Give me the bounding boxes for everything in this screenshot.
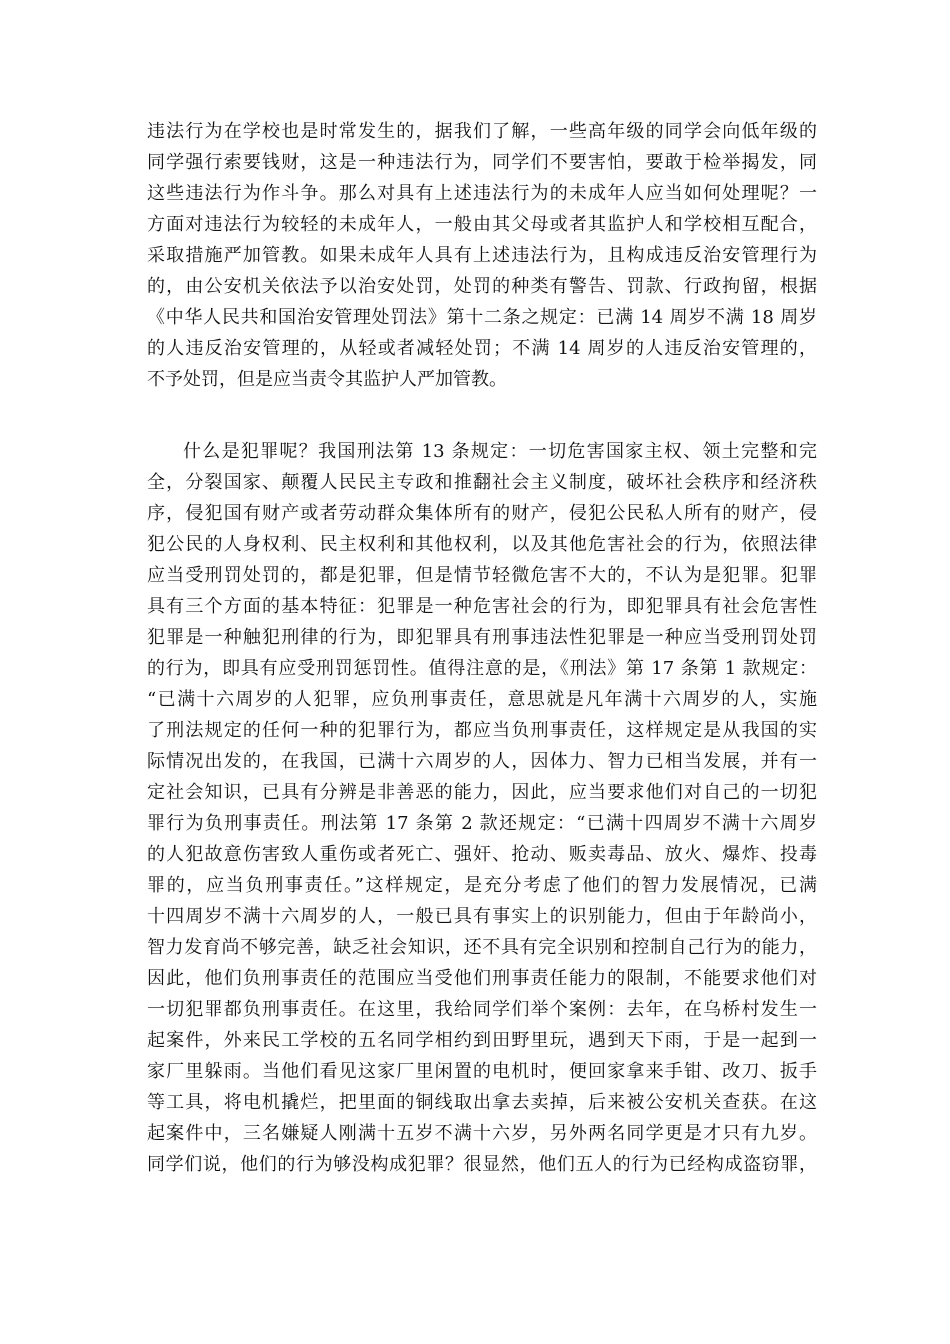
text-line: 同学强行索要钱财，这是一种违法行为，同学们不要害怕，要敢于检举揭发，同 bbox=[147, 152, 817, 173]
text-line: 采取措施严加管教。如果未成年人具有上述违法行为，且构成违反治安管理行为 bbox=[147, 245, 817, 266]
text-line: 的人违反治安管理的，从轻或者减轻处罚；不满 14 周岁的人违反治安管理的， bbox=[147, 338, 817, 359]
text-line: 十四周岁不满十六周岁的人，一般已具有事实上的识别能力，但由于年龄尚小， bbox=[147, 906, 817, 927]
text-line: 应当受刑罚处罚的，都是犯罪，但是情节轻微危害不大的，不认为是犯罪。犯罪 bbox=[147, 565, 817, 586]
text-line: 什么是犯罪呢？我国刑法第 13 条规定：一切危害国家主权、领土完整和完 bbox=[183, 441, 817, 462]
text-line: 起案件中，三名嫌疑人刚满十五岁不满十六岁，另外两名同学更是才只有九岁。 bbox=[147, 1123, 817, 1144]
text-line: 家厂里躲雨。当他们看见这家厂里闲置的电机时，便回家拿来手钳、改刀、扳手 bbox=[147, 1061, 817, 1082]
text-line: 全，分裂国家、颠覆人民民主专政和推翻社会主义制度，破坏社会秩序和经济秩 bbox=[147, 472, 817, 493]
text-line: 违法行为在学校也是时常发生的，据我们了解，一些高年级的同学会向低年级的 bbox=[147, 121, 817, 142]
text-line: 罪行为负刑事责任。刑法第 17 条第 2 款还规定：“已满十四周岁不满十六周岁 bbox=[147, 813, 817, 834]
text-line: 际情况出发的，在我国，已满十六周岁的人，因体力、智力已相当发展，并有一 bbox=[147, 751, 817, 772]
text-line: 了刑法规定的任何一种的犯罪行为，都应当负刑事责任，这样规定是从我国的实 bbox=[147, 720, 817, 741]
text-line: 犯罪是一种触犯刑律的行为，即犯罪具有刑事违法性犯罪是一种应当受刑罚处罚 bbox=[147, 627, 817, 648]
text-line: 具有三个方面的基本特征：犯罪是一种危害社会的行为，即犯罪具有社会危害性 bbox=[147, 596, 817, 617]
text-line: 智力发育尚不够完善，缺乏社会知识，还不具有完全识别和控制自己行为的能力， bbox=[147, 937, 817, 958]
text-line: 犯公民的人身权利、民主权利和其他权利，以及其他危害社会的行为，依照法律 bbox=[147, 534, 817, 555]
text-line: 定社会知识，已具有分辨是非善恶的能力，因此，应当要求他们对自己的一切犯 bbox=[147, 782, 817, 803]
text-line: 罪的，应当负刑事责任。”这样规定，是充分考虑了他们的智力发展情况，已满 bbox=[147, 875, 817, 896]
text-line: 的人犯故意伤害致人重伤或者死亡、强奸、抢动、贩卖毒品、放火、爆炸、投毒 bbox=[147, 844, 817, 865]
text-line: 不予处罚，但是应当责令其监护人严加管教。 bbox=[147, 369, 507, 390]
text-line: 起案件，外来民工学校的五名同学相约到田野里玩，遇到天下雨，于是一起到一 bbox=[147, 1030, 817, 1051]
text-line: 方面对违法行为较轻的未成年人，一般由其父母或者其监护人和学校相互配合， bbox=[147, 214, 817, 235]
text-line: 因此，他们负刑事责任的范围应当受他们刑事责任能力的限制，不能要求他们对 bbox=[147, 968, 817, 989]
text-line: 的，由公安机关依法予以治安处罚，处罚的种类有警告、罚款、行政拘留，根据 bbox=[147, 276, 817, 297]
text-line: 序，侵犯国有财产或者劳动群众集体所有的财产，侵犯公民私人所有的财产，侵 bbox=[147, 503, 817, 524]
text-line: “已满十六周岁的人犯罪，应负刑事责任，意思就是凡年满十六周岁的人，实施 bbox=[147, 689, 817, 710]
text-line: 《中华人民共和国治安管理处罚法》第十二条之规定：已满 14 周岁不满 18 周岁 bbox=[147, 307, 817, 328]
text-line: 一切犯罪都负刑事责任。在这里，我给同学们举个案例：去年，在乌桥村发生一 bbox=[147, 999, 817, 1020]
text-line: 这些违法行为作斗争。那么对具有上述违法行为的未成年人应当如何处理呢？一 bbox=[147, 183, 817, 204]
text-line: 的行为，即具有应受刑罚惩罚性。值得注意的是，《刑法》第 17 条第 1 款规定： bbox=[147, 658, 817, 679]
text-line: 等工具，将电机撬烂，把里面的铜线取出拿去卖掉，后来被公安机关查获。在这 bbox=[147, 1092, 817, 1113]
text-line: 同学们说，他们的行为够没构成犯罪？很显然，他们五人的行为已经构成盗窃罪， bbox=[147, 1154, 817, 1175]
